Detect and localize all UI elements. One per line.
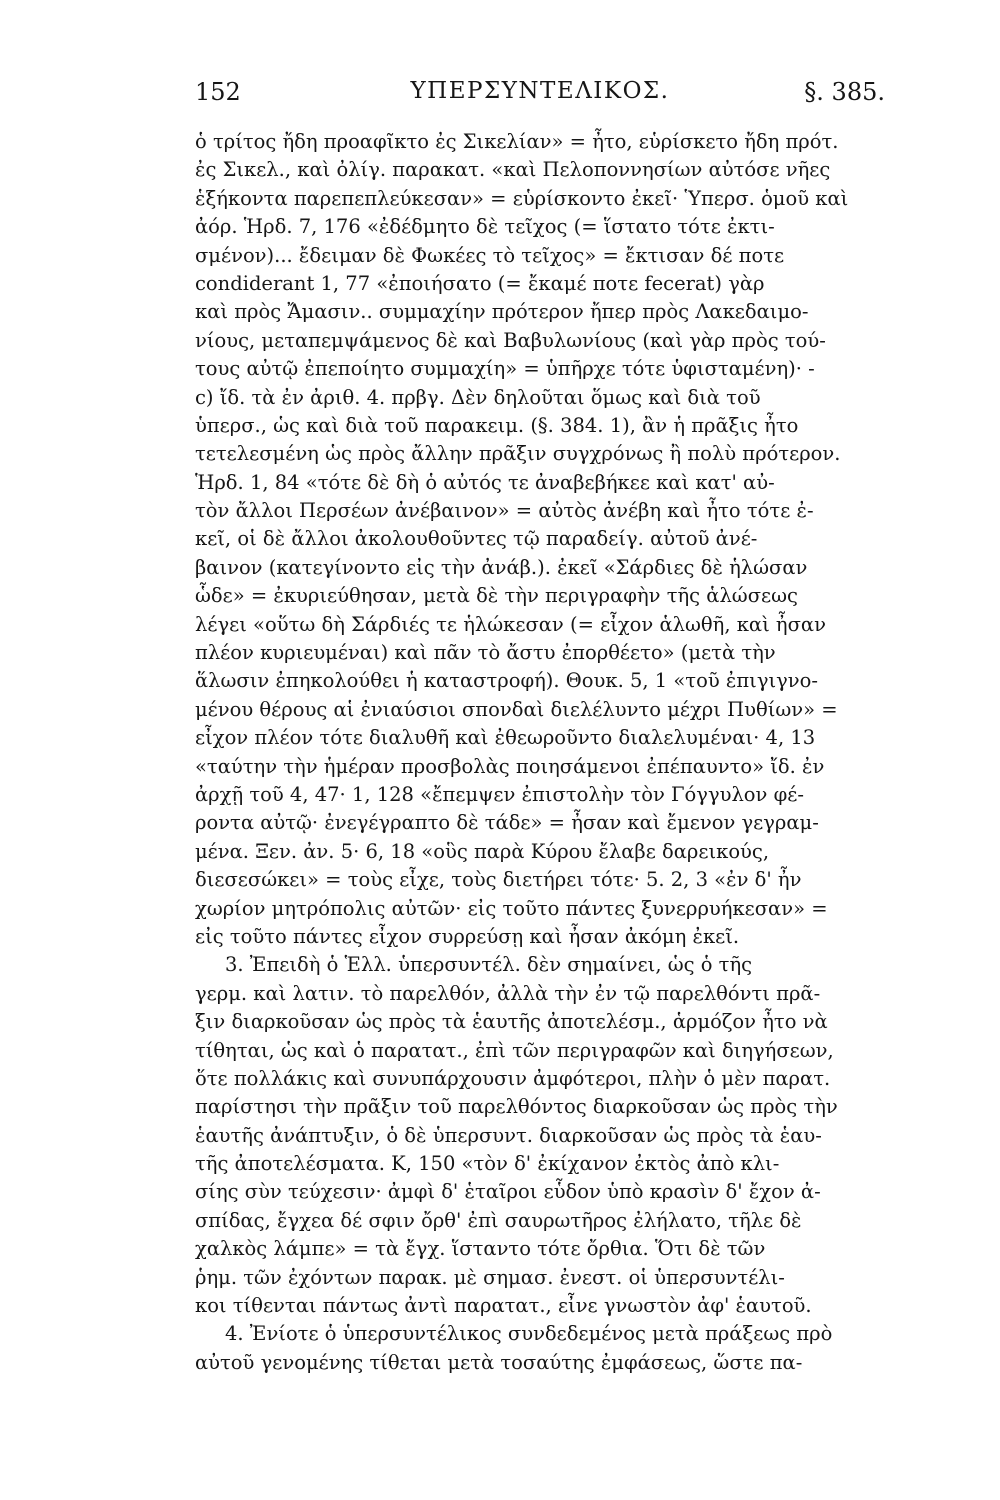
text-line: ὧδε» = ἐκυριεύθησαν, μετὰ δὲ τὴν περιγραφὴν τῆς ἁλώσεως <box>195 584 798 608</box>
text-line: γερμ. καὶ λατιν. τὸ παρελθόν, ἀλλὰ τὴν ἐν τῷ παρελθόντι πρᾶ- <box>195 981 821 1005</box>
text-line: ἅλωσιν ἐπηκολούθει ἡ καταστροφή). Θουκ. 5, 1 «τοῦ ἐπιγιγνο- <box>195 669 818 693</box>
running-title: ΥΠΕΡΣΥΝΤΕΛΙΚΟΣ. <box>410 78 670 104</box>
text-line: τίθηται, ὡς καὶ ὁ παρατατ., ἐπὶ τῶν περιγραφῶν καὶ διηγήσεων, <box>195 1038 834 1062</box>
text-line: τετελεσμένη ὡς πρὸς ἄλλην πρᾶξιν συγχρόνως ἢ πολὺ πρότερον. <box>195 442 841 466</box>
text-line: τὸν ἄλλοι Περσέων ἀνέβαινον» = αὐτὸς ἀνέβη καὶ ἦτο τότε ἐ- <box>195 499 814 523</box>
paragraph-start-line: 3. Ἐπειδὴ ὁ Ἑλλ. ὑπερσυντέλ. δὲν σημαίνει, ὡς ὁ τῆς <box>225 953 753 977</box>
text-line: ξιν διαρκοῦσαν ὡς πρὸς τὰ ἑαυτῆς ἀποτελέσμ., ἁρμόζον ἦτο νὰ <box>195 1010 828 1034</box>
text-line: σίης σὺν τεύχεσιν· ἀμφὶ δ' ἑταῖροι εὗδον ὑπὸ κρασὶν δ' ἔχον ἀ- <box>195 1180 821 1204</box>
text-line: πλέον κυριευμέναι) καὶ πᾶν τὸ ἄστυ ἐπορθέετο» (μετὰ τὴν <box>195 641 776 665</box>
text-line: ἑαυτῆς ἀνάπτυξιν, ὁ δὲ ὑπερσυντ. διαρκοῦσαν ὡς πρὸς τὰ ἑαυ- <box>195 1123 822 1147</box>
text-line: κεῖ, οἱ δὲ ἄλλοι ἀκολουθοῦντες τῷ παραδείγ. αὐτοῦ ἀνέ- <box>195 527 758 551</box>
text-line: ὅτε πολλάκις καὶ συνυπάρχουσιν ἀμφότεροι, πλὴν ὁ μὲν παρατ. <box>195 1066 831 1090</box>
text-line: κοι τίθενται πάντως ἀντὶ παρατατ., εἶνε γνωστὸν ἀφ' ἑαυτοῦ. <box>195 1294 812 1318</box>
text-line: παρίστησι τὴν πρᾶξιν τοῦ παρελθόντος διαρκοῦσαν ὡς πρὸς τὴν <box>195 1095 838 1119</box>
text-line: τους αὐτῷ ἐπεποίητο συμμαχίη» = ὑπῆρχε τότε ὑφισταμένη)· - <box>195 357 815 381</box>
text-line: χαλκὸς λάμπε» = τὰ ἔγχ. ἵσταντο τότε ὄρθια. Ὅτι δὲ τῶν <box>195 1237 766 1261</box>
text-line: λέγει «οὕτω δὴ Σάρδιές τε ἡλώκεσαν (= εἶχον ἁλωθῆ, καὶ ἦσαν <box>195 612 826 636</box>
text-line: «ταύτην τὴν ἡμέραν προσβολὰς ποιησάμενοι ἐπέπαυντο» ἴδ. ἐν <box>195 754 825 778</box>
text-line: ὑπερσ., ὡς καὶ διὰ τοῦ παρακειμ. (§. 384. 1), ἂν ἡ πρᾶξις ἦτο <box>195 413 799 437</box>
text-line: εἶχον πλέον τότε διαλυθῆ καὶ ἐθεωροῦντο διαλελυμέναι· 4, 13 <box>195 726 816 750</box>
paragraph-start-line: 4. Ἐνίοτε ὁ ὑπερσυντέλικος συνδεδεμένος μετὰ πράξεως πρὸ <box>225 1322 833 1346</box>
text-line: ῥημ. τῶν ἐχόντων παρακ. μὲ σημασ. ἐνεστ. οἱ ὑπερσυντέλι- <box>195 1265 785 1289</box>
body-text <box>195 128 885 1377</box>
text-line: ροντα αὐτῷ· ἐνεγέγραπτο δὲ τάδε» = ἦσαν καὶ ἔμενον γεγραμ- <box>195 811 819 835</box>
text-line: νίους, μεταπεμψάμενος δὲ καὶ Βαβυλωνίους (καὶ γὰρ πρὸς τού- <box>195 328 826 352</box>
text-line: ὁ τρίτος ἤδη προαφῖκτο ἐς Σικελίαν» = ἦτο, εὑρίσκετο ἤδη πρότ. <box>195 130 839 153</box>
running-head <box>195 78 885 114</box>
text-line: αὐτοῦ γενομένης τίθεται μετὰ τοσαύτης ἐμφάσεως, ὥστε πα- <box>195 1350 803 1374</box>
text-line: διεσεσώκει» = τοὺς εἶχε, τοὺς διετήρει τότε· 5. 2, 3 «ἐν δ' ἦν <box>195 868 802 892</box>
text-line: σμένον)... ἔδειμαν δὲ Φωκέες τὸ τεῖχος» = ἔκτισαν δέ ποτε <box>195 243 785 267</box>
text-line: c) ἴδ. τὰ ἐν ἀριθ. 4. πρβγ. Δὲν δηλοῦται ὅμως καὶ διὰ τοῦ <box>195 385 761 409</box>
text-line: βαινον (κατεγίνοντο εἰς τὴν ἀνάβ.). ἐκεῖ «Σάρδιες δὲ ἡλώσαν <box>195 555 808 579</box>
text-line: μένα. Ξεν. ἀν. 5· 6, 18 «οὓς παρὰ Κύρου ἔλαβε δαρεικούς, <box>195 839 770 863</box>
text-line: τῆς ἀποτελέσματα. Κ, 150 «τὸν δ' ἐκίχανον ἐκτὸς ἀπὸ κλι- <box>195 1152 780 1176</box>
text-line: condiderant 1, 77 «ἐποιήσατο (= ἔκαμέ ποτε fecerat) γὰρ <box>195 271 765 295</box>
text-line: ἀρχῇ τοῦ 4, 47· 1, 128 «ἔπεμψεν ἐπιστολὴν τὸν Γόγγυλον φέ- <box>195 782 804 806</box>
text-line: ἀόρ. Ἡρδ. 7, 176 «ἐδέδμητο δὲ τεῖχος (= ἵστατο τότε ἐκτι- <box>195 215 775 239</box>
section-number: §. 385. <box>804 78 885 106</box>
text-line: Ἡρδ. 1, 84 «τότε δὲ δὴ ὁ αὐτός τε ἀναβεβήκεε καὶ κατ' αὐ- <box>195 470 775 494</box>
text-line: εἰς τοῦτο πάντες εἶχον συρρεύσῃ καὶ ἦσαν ἀκόμη ἐκεῖ. <box>195 924 740 948</box>
text-line: χωρίον μητρόπολις αὐτῶν· εἰς τοῦτο πάντες ξυνερρυήκεσαν» = <box>195 896 828 920</box>
text-line: ἑξήκοντα παρεπεπλεύκεσαν» = εὑρίσκοντο ἐκεῖ· Ὑπερσ. ὁμοῦ καὶ <box>195 186 849 210</box>
text-line: καὶ πρὸς Ἄμασιν.. συμμαχίην πρότερον ἤπερ πρὸς Λακεδαιμο- <box>195 300 809 324</box>
text-line: μένου θέρους αἱ ἐνιαύσιοι σπονδαὶ διελέλυντο μέχρι Πυθίων» = <box>195 697 838 721</box>
text-line: ἐς Σικελ., καὶ ὀλίγ. παρακατ. «καὶ Πελοποννησίων αὐτόσε νῆες <box>195 158 831 182</box>
page-number: 152 <box>195 78 241 106</box>
text-line: σπίδας, ἔγχεα δέ σφιν ὄρθ' ἐπὶ σαυρωτῆρος ἐλήλατο, τῆλε δὲ <box>195 1208 802 1232</box>
